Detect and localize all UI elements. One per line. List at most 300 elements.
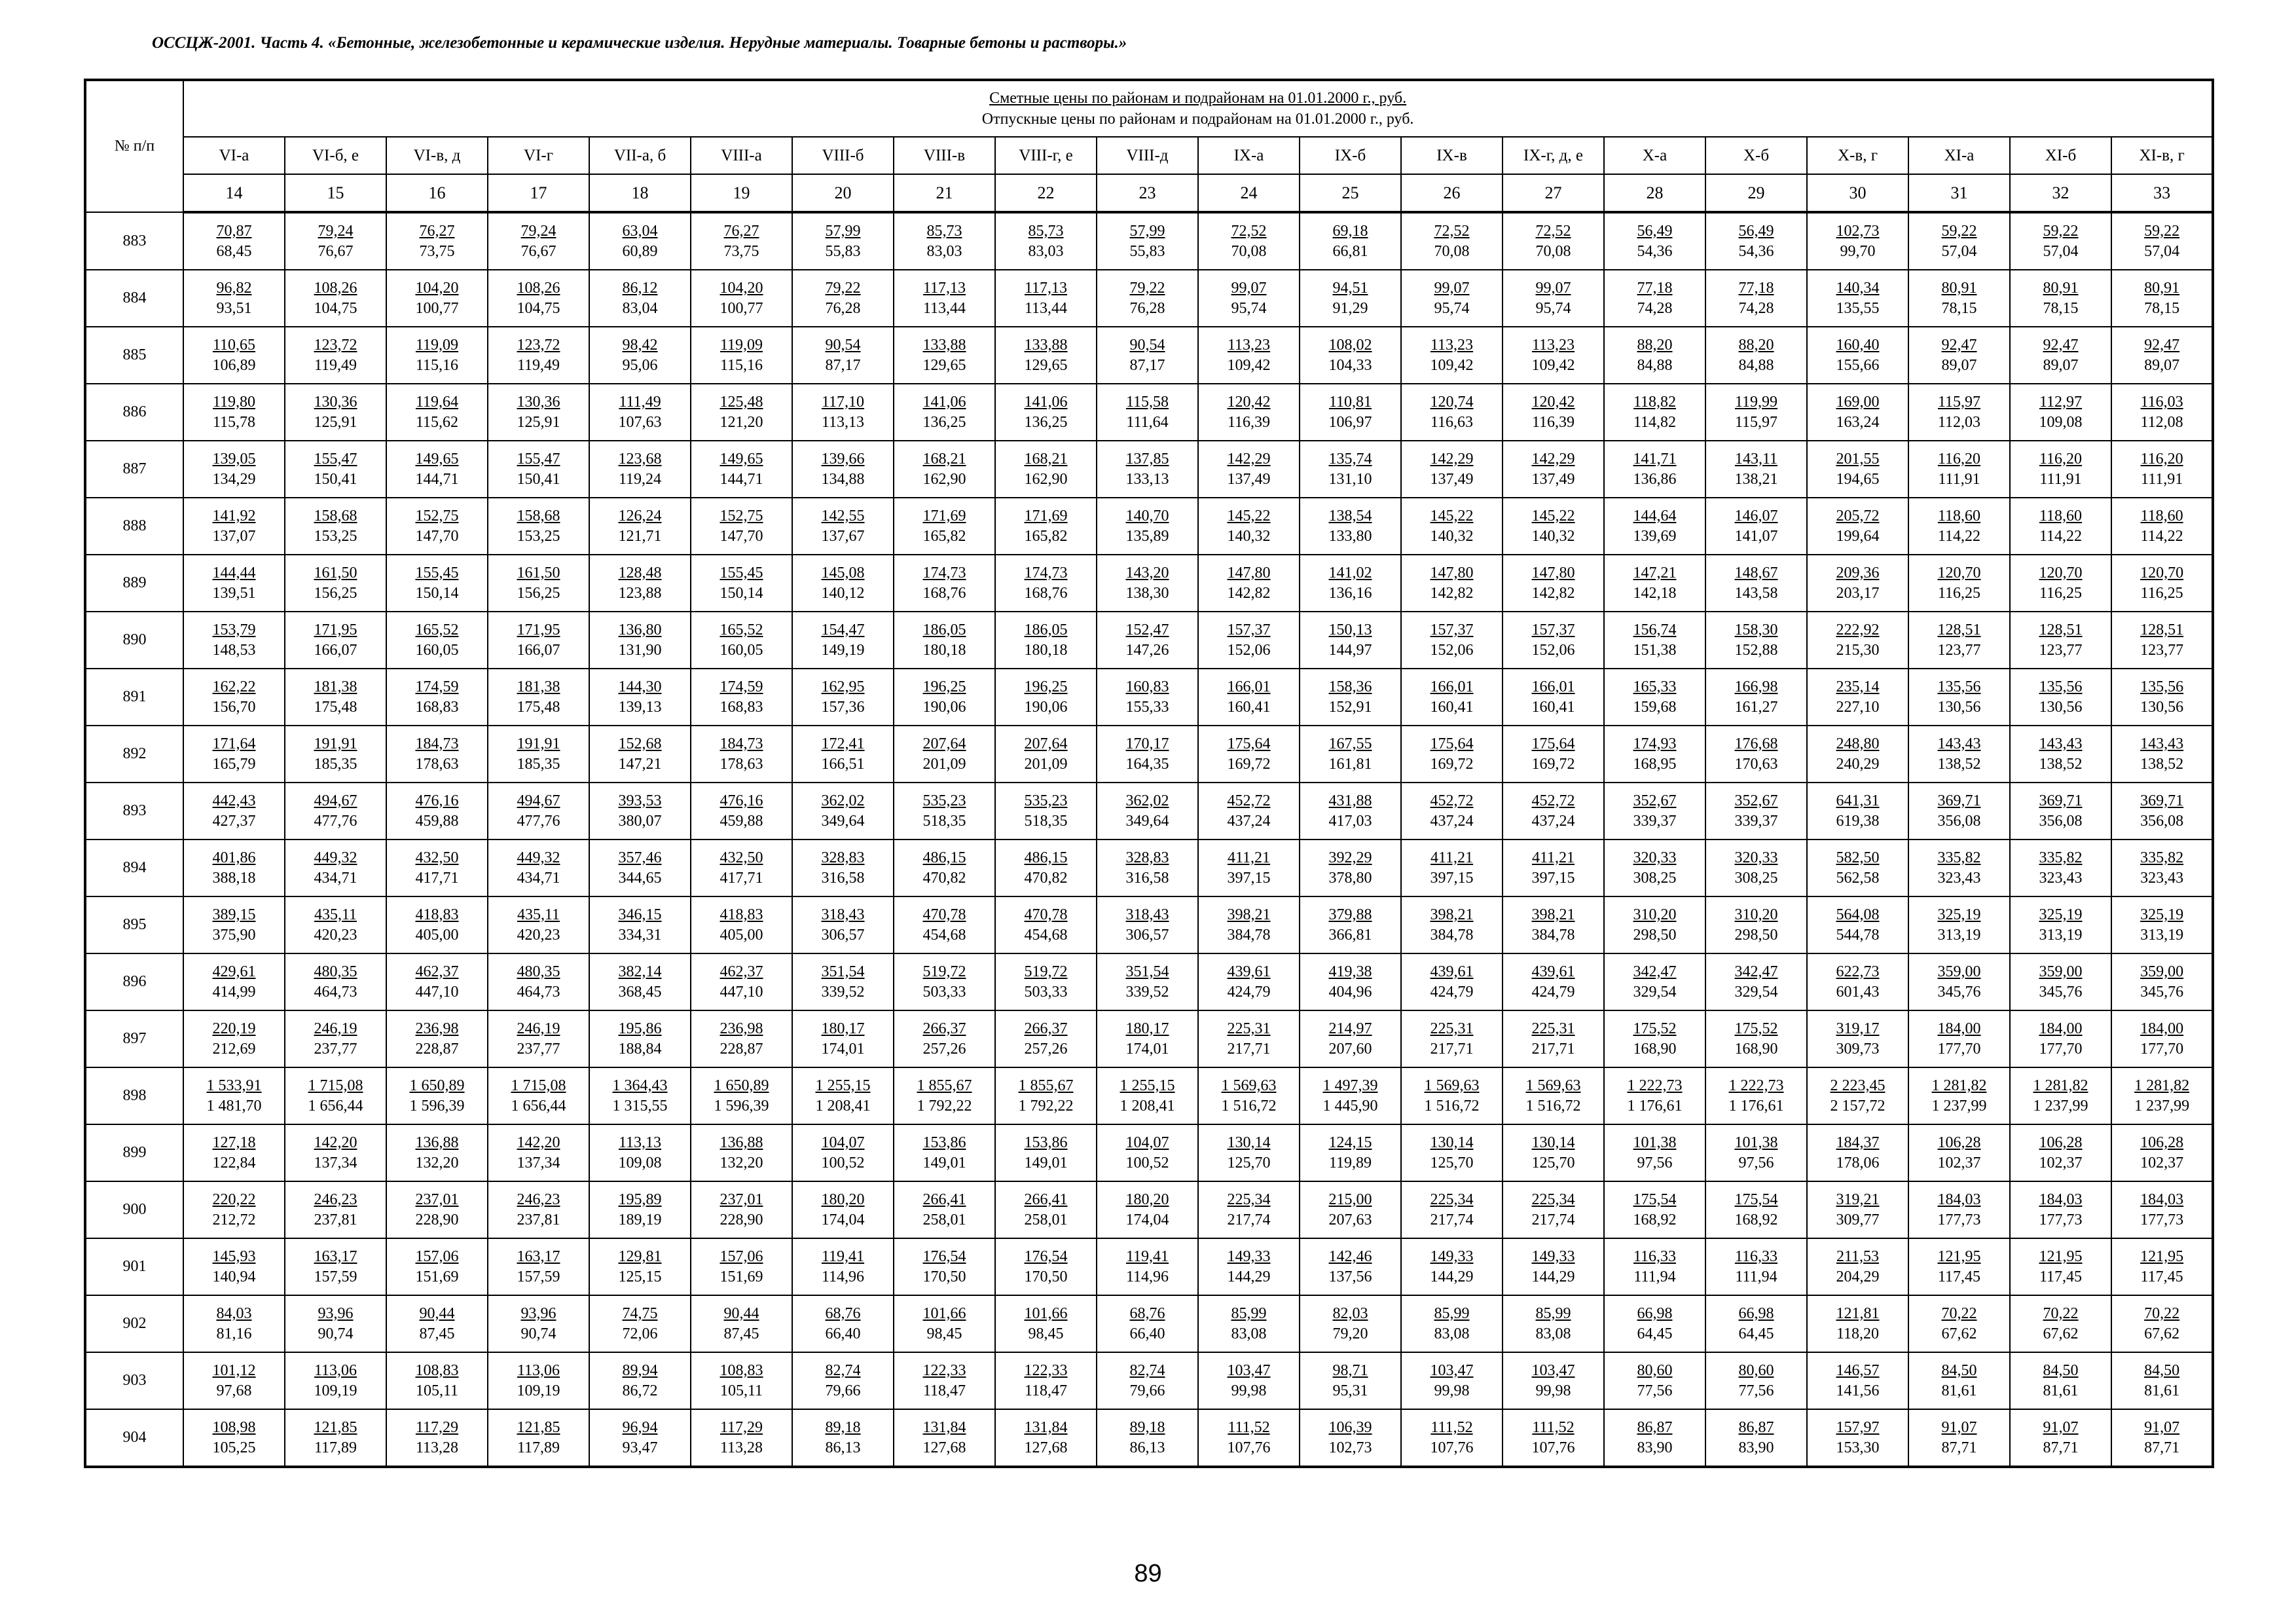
price-cell	[285, 555, 386, 612]
release-price: 123,77	[1937, 641, 1981, 659]
release-price: 163,24	[1836, 413, 1880, 431]
release-price: 170,50	[1024, 1268, 1068, 1285]
estimated-price: 470,78	[922, 906, 966, 923]
estimated-price: 145,22	[1227, 507, 1271, 525]
estimated-price: 160,40	[1836, 336, 1880, 354]
release-price: 109,42	[1531, 356, 1575, 374]
release-price: 162,90	[1024, 470, 1068, 488]
price-cell	[1705, 1010, 1807, 1067]
price-cell	[1604, 726, 1705, 783]
estimated-price: 1 569,63	[1221, 1077, 1277, 1094]
price-cell	[285, 1181, 386, 1238]
price-cell	[2010, 270, 2111, 327]
estimated-price: 535,23	[1024, 792, 1068, 809]
price-cell	[1097, 1238, 1198, 1295]
estimated-price: 476,16	[720, 792, 763, 809]
price-cell	[1097, 1295, 1198, 1352]
release-price: 237,81	[517, 1211, 560, 1228]
estimated-price: 154,47	[821, 621, 865, 638]
table-row	[85, 1124, 2213, 1181]
estimated-price: 246,19	[314, 1020, 357, 1037]
release-price: 100,52	[821, 1154, 865, 1172]
estimated-price: 140,34	[1836, 279, 1880, 297]
price-cell	[285, 441, 386, 498]
price-cell	[1604, 384, 1705, 441]
price-cell	[1908, 1295, 2010, 1352]
price-cell	[386, 726, 488, 783]
region-header: XI-в, г	[2111, 137, 2213, 174]
release-price: 84,88	[1738, 356, 1774, 374]
estimated-price: 480,35	[314, 963, 357, 980]
release-price: 129,65	[922, 356, 966, 374]
estimated-price: 220,19	[212, 1020, 256, 1037]
estimated-price: 191,91	[314, 735, 357, 752]
estimated-price: 118,82	[1633, 393, 1677, 411]
region-header: IX-б	[1300, 137, 1401, 174]
release-price: 136,16	[1328, 584, 1372, 602]
column-number: 16	[386, 174, 488, 212]
estimated-price: 1 855,67	[917, 1077, 972, 1094]
release-price: 83,03	[926, 242, 962, 260]
column-number: 28	[1604, 174, 1705, 212]
release-price: 137,34	[517, 1154, 560, 1172]
estimated-price: 79,22	[1129, 279, 1165, 297]
estimated-price: 184,00	[2039, 1020, 2083, 1037]
price-cell	[1705, 1067, 1807, 1124]
price-cell	[894, 1409, 995, 1467]
price-cell	[1401, 669, 1503, 726]
estimated-price: 94,51	[1332, 279, 1368, 297]
price-cell	[183, 498, 285, 555]
price-cell	[1705, 783, 1807, 840]
release-price: 84,88	[1637, 356, 1673, 374]
table-row	[85, 1352, 2213, 1409]
estimated-price: 152,47	[1125, 621, 1169, 638]
release-price: 168,95	[1633, 755, 1677, 773]
estimated-price: 1 855,67	[1018, 1077, 1074, 1094]
price-cell	[894, 498, 995, 555]
estimated-price: 418,83	[415, 906, 459, 923]
estimated-price: 113,23	[1531, 336, 1575, 354]
estimated-price: 123,72	[517, 336, 560, 354]
price-cell	[792, 726, 894, 783]
release-price: 119,24	[618, 470, 662, 488]
release-price: 118,47	[1024, 1382, 1068, 1399]
release-price: 155,66	[1836, 356, 1880, 374]
estimated-price: 106,28	[1937, 1134, 1981, 1151]
price-cell	[1300, 1010, 1401, 1067]
estimated-price: 69,18	[1332, 222, 1368, 240]
release-price: 79,66	[1129, 1382, 1165, 1399]
price-cell	[1503, 1409, 1604, 1467]
price-cell	[1401, 1409, 1503, 1467]
price-cell	[183, 270, 285, 327]
price-cell	[183, 896, 285, 953]
release-price: 437,24	[1430, 812, 1474, 830]
estimated-price: 88,20	[1637, 336, 1673, 354]
estimated-price: 147,80	[1430, 564, 1474, 581]
price-cell	[1908, 840, 2010, 896]
release-price: 57,04	[2144, 242, 2180, 260]
release-price: 201,09	[922, 755, 966, 773]
estimated-price: 141,06	[1024, 393, 1068, 411]
price-cell	[1503, 327, 1604, 384]
estimated-price: 146,07	[1734, 507, 1778, 525]
release-price: 131,10	[1328, 470, 1372, 488]
price-cell	[1705, 270, 1807, 327]
price-cell	[2111, 212, 2213, 270]
release-price: 95,31	[1332, 1382, 1368, 1399]
estimated-price: 328,83	[1125, 849, 1169, 866]
estimated-price: 120,42	[1227, 393, 1271, 411]
price-cell	[995, 555, 1097, 612]
column-number: 14	[183, 174, 285, 212]
estimated-price: 96,94	[622, 1418, 658, 1436]
price-cell	[2010, 327, 2111, 384]
price-cell	[1300, 270, 1401, 327]
item-number: 889	[85, 555, 183, 612]
price-cell	[1097, 612, 1198, 669]
price-cell	[792, 783, 894, 840]
price-cell	[995, 1010, 1097, 1067]
estimated-price: 85,99	[1231, 1304, 1267, 1322]
estimated-price: 116,20	[2140, 450, 2183, 468]
estimated-price: 142,29	[1531, 450, 1575, 468]
release-price: 140,12	[821, 584, 865, 602]
release-price: 170,63	[1734, 755, 1778, 773]
release-price: 1 315,55	[612, 1097, 668, 1115]
price-cell	[1807, 1409, 1908, 1467]
price-cell	[1807, 612, 1908, 669]
price-cell	[894, 555, 995, 612]
estimated-price: 142,29	[1430, 450, 1474, 468]
estimated-price: 79,24	[520, 222, 556, 240]
release-price: 1 516,72	[1221, 1097, 1277, 1115]
release-price: 116,25	[2039, 584, 2083, 602]
price-cell	[386, 1067, 488, 1124]
release-price: 397,15	[1227, 869, 1271, 887]
release-price: 60,89	[622, 242, 658, 260]
estimated-price: 175,52	[1734, 1020, 1778, 1037]
estimated-price: 143,11	[1734, 450, 1778, 468]
price-cell	[1908, 1067, 2010, 1124]
price-cell	[894, 1238, 995, 1295]
release-price: 157,59	[314, 1268, 357, 1285]
estimated-price: 117,29	[415, 1418, 459, 1436]
release-price: 1 481,70	[206, 1097, 262, 1115]
release-price: 119,49	[517, 356, 560, 374]
item-number: 898	[85, 1067, 183, 1124]
estimated-price: 158,30	[1734, 621, 1778, 638]
price-cell	[386, 384, 488, 441]
estimated-price: 57,99	[825, 222, 861, 240]
price-cell	[1300, 384, 1401, 441]
release-price: 86,72	[622, 1382, 658, 1399]
release-price: 140,32	[1227, 527, 1271, 545]
estimated-price: 82,74	[1129, 1361, 1165, 1379]
release-price: 97,56	[1637, 1154, 1673, 1172]
estimated-price: 205,72	[1836, 507, 1880, 525]
price-cell	[1908, 1010, 2010, 1067]
price-cell	[1503, 441, 1604, 498]
release-price: 397,15	[1531, 869, 1575, 887]
release-price: 118,47	[922, 1382, 966, 1399]
release-price: 76,28	[1129, 299, 1165, 317]
release-price: 142,82	[1430, 584, 1474, 602]
estimated-price: 196,25	[1024, 678, 1068, 695]
estimated-price: 80,60	[1738, 1361, 1774, 1379]
price-cell	[2010, 1067, 2111, 1124]
estimated-price: 137,85	[1125, 450, 1169, 468]
release-price: 141,56	[1836, 1382, 1880, 1399]
release-price: 127,68	[922, 1439, 966, 1456]
release-price: 73,75	[723, 242, 759, 260]
estimated-price: 104,07	[1125, 1134, 1169, 1151]
price-cell	[1401, 1010, 1503, 1067]
estimated-price: 90,54	[1129, 336, 1165, 354]
price-cell	[2111, 783, 2213, 840]
release-price: 404,96	[1328, 983, 1372, 1001]
price-cell	[2010, 783, 2111, 840]
price-cell	[995, 1124, 1097, 1181]
release-price: 83,04	[622, 299, 658, 317]
release-price: 139,69	[1633, 527, 1677, 545]
estimated-price: 235,14	[1836, 678, 1880, 695]
release-price: 424,79	[1430, 983, 1474, 1001]
release-price: 217,71	[1531, 1040, 1575, 1058]
release-price: 257,26	[1024, 1040, 1068, 1058]
price-cell	[1908, 896, 2010, 953]
release-price: 434,71	[314, 869, 357, 887]
release-price: 1 237,99	[2033, 1097, 2088, 1115]
price-cell	[894, 1352, 995, 1409]
estimated-price: 379,88	[1328, 906, 1372, 923]
release-price: 111,91	[2039, 470, 2082, 488]
price-cell	[2111, 1352, 2213, 1409]
price-cell	[1705, 840, 1807, 896]
release-price: 306,57	[1125, 926, 1169, 944]
estimated-price: 1 364,43	[612, 1077, 668, 1094]
release-price: 76,67	[520, 242, 556, 260]
release-price: 111,94	[1735, 1268, 1777, 1285]
estimated-price: 207,64	[1024, 735, 1068, 752]
price-cell	[488, 1124, 589, 1181]
estimated-price: 117,13	[922, 279, 966, 297]
price-cell	[1097, 384, 1198, 441]
price-cell	[1198, 840, 1300, 896]
release-price: 87,71	[2043, 1439, 2079, 1456]
price-cell	[1604, 1124, 1705, 1181]
release-price: 119,89	[1328, 1154, 1372, 1172]
estimated-price: 141,02	[1328, 564, 1372, 581]
estimated-price: 149,33	[1531, 1247, 1575, 1265]
price-cell	[1908, 783, 2010, 840]
estimated-price: 90,44	[723, 1304, 759, 1322]
price-cell	[1908, 1352, 2010, 1409]
price-cell	[2111, 1181, 2213, 1238]
price-cell	[792, 384, 894, 441]
estimated-price: 641,31	[1836, 792, 1880, 809]
release-price: 405,00	[415, 926, 459, 944]
release-price: 344,65	[618, 869, 662, 887]
price-cell	[589, 896, 691, 953]
price-cell	[488, 555, 589, 612]
price-cell	[1503, 1352, 1604, 1409]
estimated-price: 310,20	[1734, 906, 1778, 923]
estimated-price: 335,82	[2140, 849, 2184, 866]
price-cell	[1198, 384, 1300, 441]
estimated-price: 325,19	[2140, 906, 2184, 923]
price-cell	[2111, 1238, 2213, 1295]
column-number: 32	[2010, 174, 2111, 212]
estimated-price: 170,17	[1125, 735, 1169, 752]
estimated-price: 142,29	[1227, 450, 1271, 468]
price-cell	[1198, 1124, 1300, 1181]
release-price: 356,08	[1937, 812, 1981, 830]
price-cell	[386, 669, 488, 726]
item-number: 886	[85, 384, 183, 441]
release-price: 95,74	[1434, 299, 1470, 317]
price-cell	[1401, 1067, 1503, 1124]
price-cell	[386, 783, 488, 840]
release-price: 70,08	[1231, 242, 1267, 260]
price-cell	[2111, 555, 2213, 612]
release-price: 125,91	[517, 413, 560, 431]
estimated-price: 155,45	[720, 564, 763, 581]
release-price: 142,82	[1227, 584, 1271, 602]
release-price: 100,52	[1125, 1154, 1169, 1172]
estimated-price: 157,97	[1836, 1418, 1880, 1436]
region-header: VIII-г, е	[995, 137, 1097, 174]
estimated-price: 143,43	[2039, 735, 2083, 752]
price-cell	[995, 896, 1097, 953]
price-cell	[792, 1238, 894, 1295]
release-price: 477,76	[517, 812, 560, 830]
price-cell	[589, 498, 691, 555]
price-cell	[792, 953, 894, 1010]
estimated-price: 237,01	[415, 1190, 459, 1208]
release-price: 125,70	[1430, 1154, 1474, 1172]
estimated-price: 172,41	[821, 735, 865, 752]
estimated-price: 266,41	[922, 1190, 966, 1208]
price-cell	[1807, 384, 1908, 441]
price-cell	[2010, 1295, 2111, 1352]
price-cell	[1198, 498, 1300, 555]
price-cell	[488, 212, 589, 270]
release-price: 168,83	[720, 698, 763, 716]
release-price: 329,54	[1734, 983, 1778, 1001]
estimated-price: 104,20	[415, 279, 459, 297]
estimated-price: 439,61	[1430, 963, 1474, 980]
price-cell	[285, 726, 386, 783]
estimated-price: 121,81	[1836, 1304, 1880, 1322]
price-cell	[1401, 270, 1503, 327]
price-cell	[1604, 1010, 1705, 1067]
estimated-price: 147,80	[1531, 564, 1575, 581]
estimated-price: 266,37	[1024, 1020, 1068, 1037]
release-price: 356,08	[2039, 812, 2083, 830]
release-price: 313,19	[1937, 926, 1981, 944]
estimated-price: 1 650,89	[714, 1077, 769, 1094]
estimated-price: 319,17	[1836, 1020, 1880, 1037]
release-price: 464,73	[314, 983, 357, 1001]
price-cell	[183, 953, 285, 1010]
price-cell	[1300, 840, 1401, 896]
estimated-price: 99,07	[1535, 279, 1571, 297]
estimated-price: 184,03	[2039, 1190, 2083, 1208]
estimated-price: 431,88	[1328, 792, 1372, 809]
price-cell	[1807, 1181, 1908, 1238]
release-price: 161,27	[1734, 698, 1778, 716]
release-prices-title: Отпускные цены по районам и подрайонам на 01.01.2000 г., руб.	[981, 111, 1414, 128]
release-price: 114,22	[2039, 527, 2083, 545]
price-cell	[589, 1352, 691, 1409]
estimated-price: 171,95	[314, 621, 357, 638]
price-cell	[183, 1067, 285, 1124]
estimated-price: 82,74	[825, 1361, 861, 1379]
release-price: 143,58	[1734, 584, 1778, 602]
estimated-price: 147,21	[1633, 564, 1677, 581]
release-price: 79,20	[1332, 1325, 1368, 1342]
release-price: 66,40	[825, 1325, 861, 1342]
price-cell	[386, 1124, 488, 1181]
item-number: 887	[85, 441, 183, 498]
release-price: 144,71	[720, 470, 763, 488]
price-cell	[1198, 896, 1300, 953]
price-cell	[2111, 1295, 2213, 1352]
estimated-price: 84,03	[216, 1304, 252, 1322]
release-price: 109,08	[2039, 413, 2083, 431]
price-cell	[894, 1124, 995, 1181]
price-cell	[1401, 327, 1503, 384]
estimated-price: 89,94	[622, 1361, 658, 1379]
estimated-price: 1 715,08	[308, 1077, 363, 1094]
estimated-price: 195,89	[618, 1190, 662, 1208]
release-price: 104,75	[314, 299, 357, 317]
price-cell	[1401, 783, 1503, 840]
column-number: 15	[285, 174, 386, 212]
estimated-price: 120,70	[2140, 564, 2184, 581]
estimated-price: 175,52	[1633, 1020, 1677, 1037]
estimated-price: 150,13	[1328, 621, 1372, 638]
price-cell	[1503, 1238, 1604, 1295]
price-cell	[488, 783, 589, 840]
estimated-price: 103,47	[1430, 1361, 1474, 1379]
release-price: 151,69	[720, 1268, 763, 1285]
release-price: 87,45	[419, 1325, 455, 1342]
price-cell	[2010, 953, 2111, 1010]
table-row	[85, 1238, 2213, 1295]
release-price: 368,45	[618, 983, 662, 1001]
release-price: 378,80	[1328, 869, 1372, 887]
item-number: 893	[85, 783, 183, 840]
price-cell	[894, 384, 995, 441]
release-price: 424,79	[1227, 983, 1271, 1001]
estimated-price: 111,52	[1430, 1418, 1473, 1436]
estimated-price: 195,86	[618, 1020, 662, 1037]
price-cell	[2010, 441, 2111, 498]
price-cell	[2010, 498, 2111, 555]
price-cell	[691, 1181, 792, 1238]
release-price: 87,45	[723, 1325, 759, 1342]
price-cell	[1300, 1409, 1401, 1467]
price-cell	[1401, 1238, 1503, 1295]
price-cell	[1300, 1238, 1401, 1295]
price-cell	[2010, 669, 2111, 726]
price-cell	[1908, 669, 2010, 726]
price-cell	[1807, 1295, 1908, 1352]
estimated-price: 392,29	[1328, 849, 1372, 866]
